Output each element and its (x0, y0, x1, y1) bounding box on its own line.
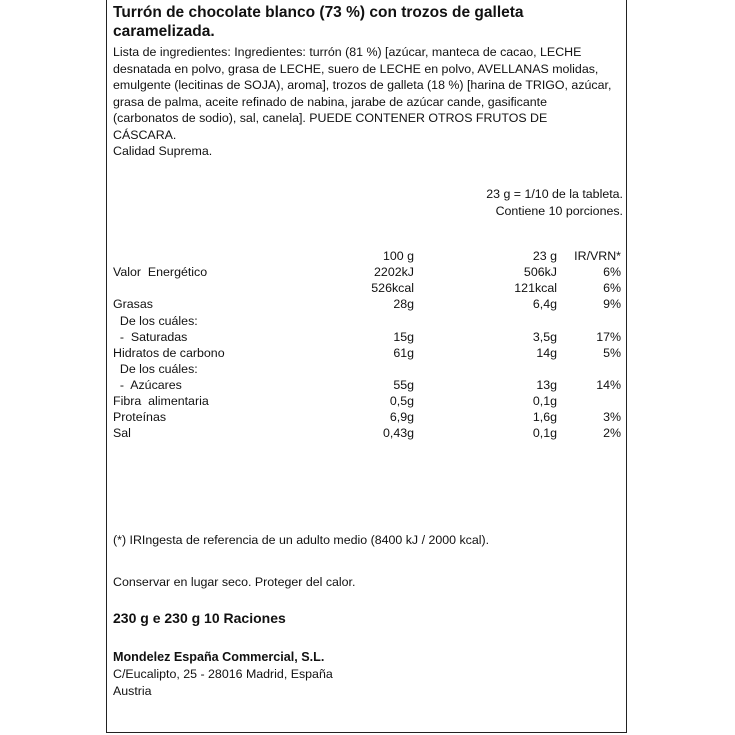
value-23g: 14g (536, 346, 557, 360)
value-ir: 3% (603, 410, 621, 424)
value-23g: 6,4g (532, 297, 557, 311)
value-23g: 121kcal (514, 281, 557, 295)
portion-size: 23 g = 1/10 de la tableta. (486, 187, 623, 201)
col-header-23g: 23 g (532, 249, 557, 263)
value-100g: 61g (393, 346, 414, 360)
nutrient-label: Proteínas (113, 410, 167, 424)
value-100g: 55g (393, 378, 414, 392)
portion-count: Contiene 10 porciones. (495, 204, 623, 218)
nutrient-label: - Saturadas (113, 330, 188, 344)
quality-note: Calidad Suprema. (113, 144, 213, 158)
nutrient-label: - Azúcares (113, 378, 182, 392)
value-100g: 6,9g (389, 410, 414, 424)
value-100g: 0,43g (382, 426, 414, 440)
value-100g: 0,5g (389, 394, 414, 408)
value-100g: 2202kJ (374, 265, 414, 279)
company-name: Mondelez España Commercial, S.L. (113, 650, 325, 664)
value-ir: 9% (603, 297, 621, 311)
company-country: Austria (113, 684, 152, 698)
col-header-100g: 100 g (382, 249, 414, 263)
value-ir: 5% (603, 346, 621, 360)
value-ir: 17% (596, 330, 621, 344)
value-23g: 3,5g (532, 330, 557, 344)
nutrient-label: De los cuáles: (113, 362, 198, 376)
value-23g: 506kJ (523, 265, 557, 279)
product-title: Turrón de chocolate blanco (73 %) con trozos de galleta caramelizada. (113, 4, 524, 40)
storage-note: Conservar en lugar seco. Proteger del calor. (113, 575, 356, 589)
value-23g: 1,6g (532, 410, 557, 424)
value-23g: 13g (536, 378, 557, 392)
nutrient-label: Grasas (113, 297, 153, 311)
footnote: (*) IRIngesta de referencia de un adulto medio (8400 kJ / 2000 kcal). (113, 533, 490, 547)
value-ir: 6% (603, 265, 621, 279)
nutrient-label: De los cuáles: (113, 314, 198, 328)
nutrient-label: Fibra alimentaria (113, 394, 209, 408)
nutrient-label: Hidratos de carbono (113, 346, 225, 360)
ingredients-list: Lista de ingredientes: Ingredientes: turrón (81 %) [azúcar, manteca de cacao, LECHE desnatada en polvo, grasa de LECHE, suero de LECHE en polvo, AVELLANAS molidas, emulgente (lecitinas de SOJA), aroma], trozos de galleta (18 %) [harina de TRIGO, azúcar, grasa de palma, aceite refinado de nabina, jarabe de azúcar cande, gasificante (carbonatos de sodio), sal, canela]. PUEDE CONTENER OTROS FRUTOS DE CÁSCARA. (113, 45, 612, 142)
nutrient-label: Valor Energético (113, 265, 208, 279)
col-header-ir: IR/VRN* (574, 249, 621, 263)
value-23g: 0,1g (532, 426, 557, 440)
value-100g: 28g (393, 297, 414, 311)
value-ir: 2% (603, 426, 621, 440)
nutrient-label: Sal (113, 426, 131, 440)
value-ir: 14% (596, 378, 621, 392)
net-weight: 230 g e 230 g 10 Raciones (113, 610, 286, 626)
value-ir: 6% (603, 281, 621, 295)
value-23g: 0,1g (532, 394, 557, 408)
value-100g: 526kcal (371, 281, 414, 295)
value-100g: 15g (393, 330, 414, 344)
company-address: C/Eucalipto, 25 - 28016 Madrid, España (113, 667, 333, 681)
